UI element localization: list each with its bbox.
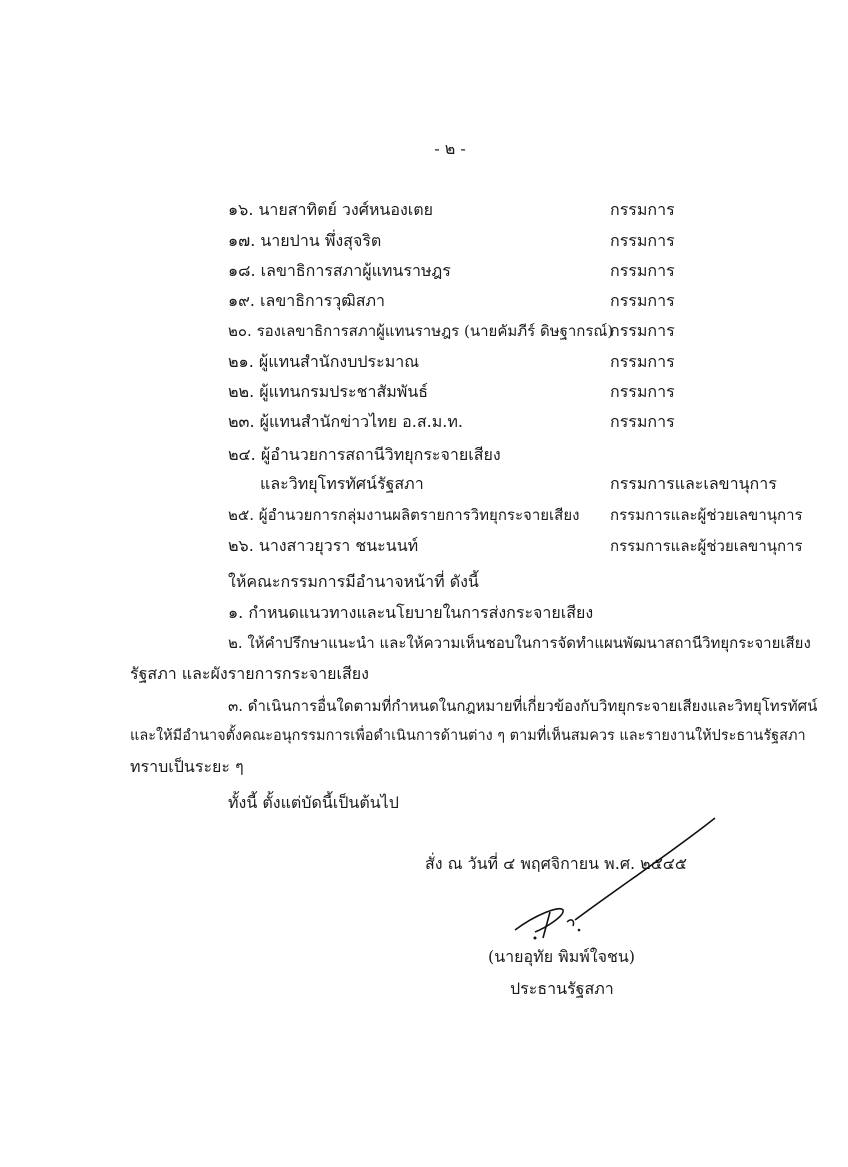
member-name-continued: และวิทยุโทรทัศน์รัฐสภา [260,474,424,493]
duty-3-line-3: ทราบเป็นระยะ ๆ [130,757,244,776]
duty-3-line-1: ๓. ดำเนินการอื่นใดตามที่กำหนดในกฎหมายที่เกี่ยวข้องกับวิทยุกระจายเสียงและวิทยุโทรทัศน์ [228,697,818,715]
signed-date: สั่ง ณ วันที่ ๔ พฤศจิกายน พ.ศ. ๒๕๔๕ [425,854,688,873]
member-role: กรรมการและผู้ช่วยเลขานุการ [610,537,803,555]
member-role: กรรมการ [610,261,675,280]
member-role: กรรมการ [610,382,675,401]
member-name: ๑๖. นายสาทิตย์ วงศ์หนองเตย [228,200,434,219]
member-role: กรรมการและผู้ช่วยเลขานุการ [610,506,803,524]
member-name: ๑๘. เลขาธิการสภาผู้แทนราษฎร [228,261,451,280]
member-name: ๒๓. ผู้แทนสำนักข่าวไทย อ.ส.ม.ท. [228,412,463,431]
member-name: ๒๔. ผู้อำนวยการสถานีวิทยุกระจายเสียง [228,445,501,464]
effective-date-statement: ทั้งนี้ ตั้งแต่บัดนี้เป็นต้นไป [228,793,399,812]
signer-title: ประธานรัฐสภา [510,979,614,998]
member-name: ๒๐. รองเลขาธิการสภาผู้แทนราษฎร (นายคัมภีร์ ดิษฐากรณ์) [228,322,614,340]
handwritten-signature [505,810,735,950]
duty-1: ๑. กำหนดแนวทางและนโยบายในการส่งกระจายเสียง [228,603,594,622]
member-role: กรรมการ [610,412,675,431]
member-name: ๒๖. นางสาวยุวรา ชนะนนท์ [228,536,419,555]
member-role: กรรมการ [610,291,675,310]
duties-intro: ให้คณะกรรมการมีอำนาจหน้าที่ ดังนี้ [228,572,479,591]
member-role: กรรมการ [610,200,675,219]
member-role: กรรมการและเลขานุการ [610,474,777,493]
signer-name: (นายอุทัย พิมพ์ใจชน) [488,947,636,966]
member-name: ๒๑. ผู้แทนสำนักงบประมาณ [228,352,420,371]
member-name: ๑๗. นายปาน พึ่งสุจริต [228,231,382,250]
duty-2-line-2: รัฐสภา และผังรายการกระจายเสียง [130,664,369,683]
duty-2-line-1: ๒. ให้คำปรึกษาแนะนำ และให้ความเห็นชอบในการจัดทำแผนพัฒนาสถานีวิทยุกระจายเสียง [228,634,811,652]
member-name: ๒๕. ผู้อำนวยการกลุ่มงานผลิตรายการวิทยุกระจายเสียง [228,506,580,524]
member-role: กรรมการ [610,231,675,250]
page-number: - ๒ - [434,139,466,158]
member-role: กรรมการ [610,321,675,340]
duty-3-line-2: และให้มีอำนาจตั้งคณะอนุกรรมการเพื่อดำเนินการด้านต่าง ๆ ตามที่เห็นสมควร และรายงานให้ประธานรัฐสภา [130,728,806,744]
member-name: ๑๙. เลขาธิการวุฒิสภา [228,291,386,310]
member-name: ๒๒. ผู้แทนกรมประชาสัมพันธ์ [228,382,429,401]
member-role: กรรมการ [610,352,675,371]
